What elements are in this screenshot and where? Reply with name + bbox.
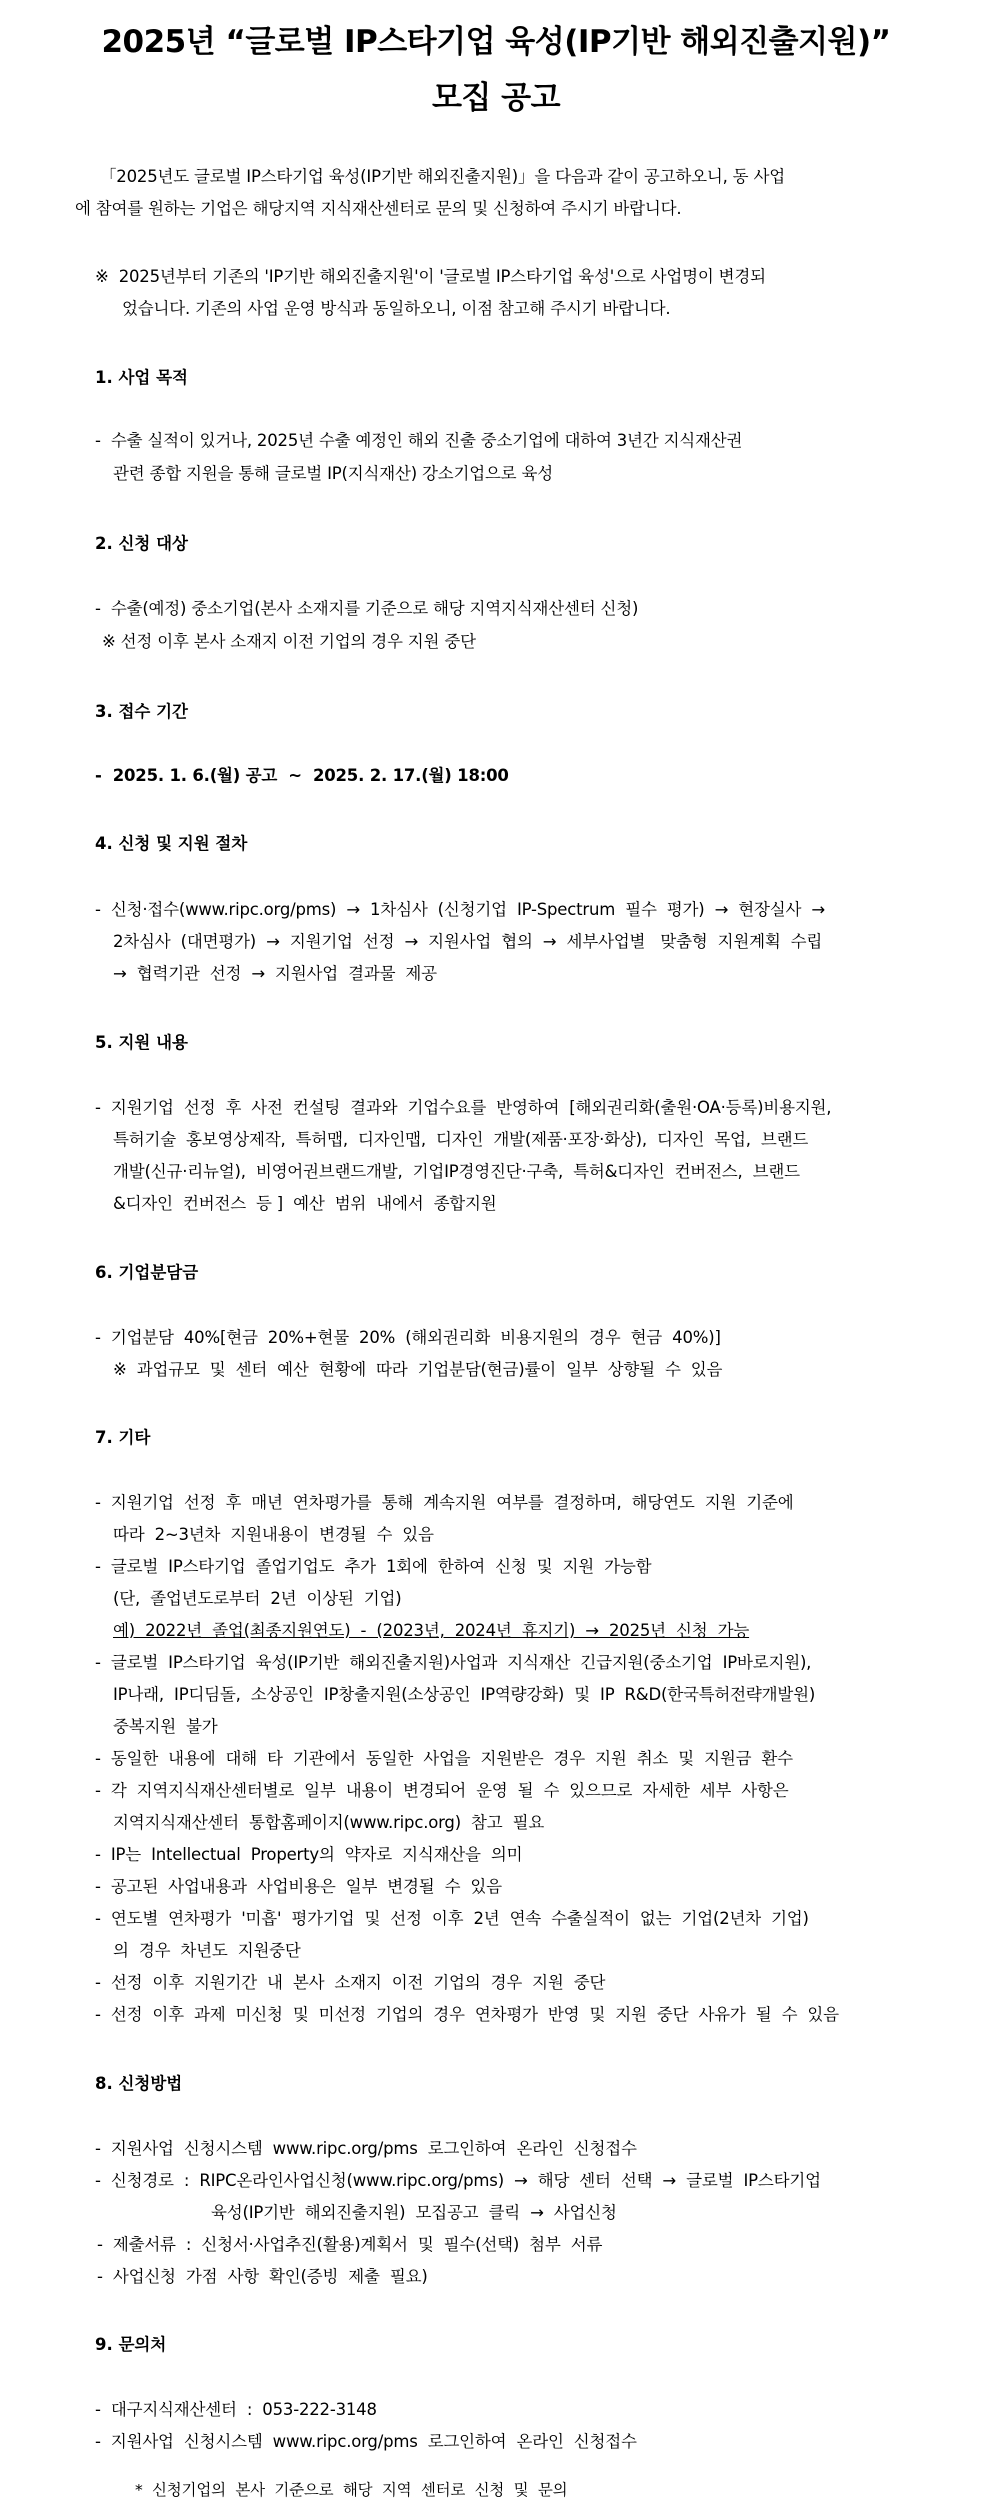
support-line: 개발(신규·리뉴얼), 비영어권브랜드개발, 기업IP경영진단·구축, 특허&디자인 컨버전스, 브랜드 [113,1162,800,1181]
contact-note: * 신청기업의 본사 기준으로 해당 지역 센터로 신청 및 문의 [135,2481,568,2499]
period-line: - 2025. 1. 6.(월) 공고 ~ 2025. 2. 17.(월) 18:00 [95,766,509,785]
procedure-line: - 신청·접수(www.ripc.org/pms) → 1차심사 (신청기업 IP-Spectrum 필수 평가) → 현장실사 → [95,900,825,919]
etc-line: 의 경우 차년도 지원중단 [113,1941,301,1960]
method-line: 육성(IP기반 해외진출지원) 모집공고 클릭 → 사업신청 [211,2203,617,2222]
purpose-line: 관련 종합 지원을 통해 글로벌 IP(지식재산) 강소기업으로 육성 [113,464,553,483]
section-heading-eligibility: 2. 신청 대상 [95,534,188,553]
section-heading-etc: 7. 기타 [95,1428,151,1447]
section-heading-procedure: 4. 신청 및 지원 절차 [95,834,248,853]
etc-line: 지역지식재산센터 통합홈페이지(www.ripc.org) 참고 필요 [113,1813,545,1832]
etc-line: - 각 지역지식재산센터별로 일부 내용이 변경되어 운영 될 수 있으므로 자세한 세부 사항은 [95,1781,789,1800]
method-line: - 신청경로 : RIPC온라인사업신청(www.ripc.org/pms) → 해당 센터 선택 → 글로벌 IP스타기업 [95,2171,821,2190]
contact-line: - 지원사업 신청시스템 www.ripc.org/pms 로그인하여 온라인 신청접수 [95,2432,637,2451]
etc-line: 따라 2~3년차 지원내용이 변경될 수 있음 [113,1525,434,1544]
section-heading-purpose: 1. 사업 목적 [95,368,188,387]
method-line: - 지원사업 신청시스템 www.ripc.org/pms 로그인하여 온라인 신청접수 [95,2139,637,2158]
contribution-line: - 기업분담 40%[현금 20%+현물 20% (해외권리화 비용지원의 경우 현금 40%)] [95,1328,721,1347]
etc-line: - 동일한 내용에 대해 타 기관에서 동일한 사업을 지원받은 경우 지원 취소 및 지원금 환수 [95,1749,793,1768]
intro-note-line: ※ 2025년부터 기존의 'IP기반 해외진출지원'이 '글로벌 IP스타기업 육성'으로 사업명이 변경되 [95,267,766,286]
section-heading-support: 5. 지원 내용 [95,1033,188,1052]
etc-example-line: 예) 2022년 졸업(최종지원연도) - (2023년, 2024년 휴지기) → 2025년 신청 가능 [113,1621,750,1640]
intro-line: 「2025년도 글로벌 IP스타기업 육성(IP기반 해외진출지원)」을 다음과 같이 공고하오니, 동 사업 [100,167,785,186]
eligibility-note: ※ 선정 이후 본사 소재지 이전 기업의 경우 지원 중단 [102,632,476,651]
etc-line: - 글로벌 IP스타기업 졸업기업도 추가 1회에 한하여 신청 및 지원 가능함 [95,1557,652,1576]
section-heading-contribution: 6. 기업분담금 [95,1263,199,1282]
section-heading-period: 3. 접수 기간 [95,702,188,721]
method-line: - 제출서류 : 신청서·사업추진(활용)계획서 및 필수(선택) 첨부 서류 [97,2235,603,2254]
etc-line: - 지원기업 선정 후 매년 연차평가를 통해 계속지원 여부를 결정하며, 해당연도 지원 기준에 [95,1493,794,1512]
intro-line: 에 참여를 원하는 기업은 해당지역 지식재산센터로 문의 및 신청하여 주시기 바랍니다. [75,199,682,218]
etc-line: - 선정 이후 과제 미신청 및 미선정 기업의 경우 연차평가 반영 및 지원 중단 사유가 될 수 있음 [95,2005,839,2024]
contribution-note: ※ 과업규모 및 센터 예산 현황에 따라 기업분담(현금)률이 일부 상향될 수 있음 [113,1360,723,1379]
purpose-line: - 수출 실적이 있거나, 2025년 수출 예정인 해외 진출 중소기업에 대하여 3년간 지식재산권 [95,431,743,450]
support-line: 특허기술 홍보영상제작, 특허맵, 디자인맵, 디자인 개발(제품·포장·화상), 디자인 목업, 브랜드 [113,1130,809,1149]
etc-line: IP나래, IP디딤돌, 소상공인 IP창출지원(소상공인 IP역량강화) 및 IP R&D(한국특허전략개발원) [113,1685,816,1704]
procedure-line: 2차심사 (대면평가) → 지원기업 선정 → 지원사업 협의 → 세부사업별 맞춤형 지원계획 수립 [113,932,823,951]
etc-line: - 글로벌 IP스타기업 육성(IP기반 해외진출지원)사업과 지식재산 긴급지원(중소기업 IP바로지원), [95,1653,812,1672]
etc-line: - 연도별 연차평가 '미흡' 평가기업 및 선정 이후 2년 연속 수출실적이 없는 기업(2년차 기업) [95,1909,809,1928]
support-line: - 지원기업 선정 후 사전 컨설팅 결과와 기업수요를 반영하여 [해외권리화(출원·OA·등록)비용지원, [95,1098,832,1117]
etc-line: 중복지원 불가 [113,1717,218,1736]
section-heading-method: 8. 신청방법 [95,2074,183,2093]
section-heading-contact: 9. 문의처 [95,2335,167,2354]
etc-line: - IP는 Intellectual Property의 약자로 지식재산을 의미 [95,1845,523,1864]
contact-phone: - 대구지식재산센터 : 053-222-3148 [95,2400,377,2419]
page-subtitle: 모집 공고 [431,80,561,116]
method-line: - 사업신청 가점 사항 확인(증빙 제출 필요) [97,2267,428,2286]
etc-line: - 공고된 사업내용과 사업비용은 일부 변경될 수 있음 [95,1877,502,1896]
support-line: &디자인 컨버전스 등 ] 예산 범위 내에서 종합지원 [113,1194,497,1213]
procedure-line: → 협력기관 선정 → 지원사업 결과물 제공 [113,964,437,983]
page-title: 2025년 “글로벌 IP스타기업 육성(IP기반 해외진출지원)” [101,24,891,60]
eligibility-line: - 수출(예정) 중소기업(본사 소재지를 기준으로 해당 지역지식재산센터 신청) [95,599,639,618]
etc-line: - 선정 이후 지원기간 내 본사 소재지 이전 기업의 경우 지원 중단 [95,1973,606,1992]
intro-note-line: 었습니다. 기존의 사업 운영 방식과 동일하오니, 이점 참고해 주시기 바랍니다. [122,299,671,318]
etc-line: (단, 졸업년도로부터 2년 이상된 기업) [113,1589,402,1608]
